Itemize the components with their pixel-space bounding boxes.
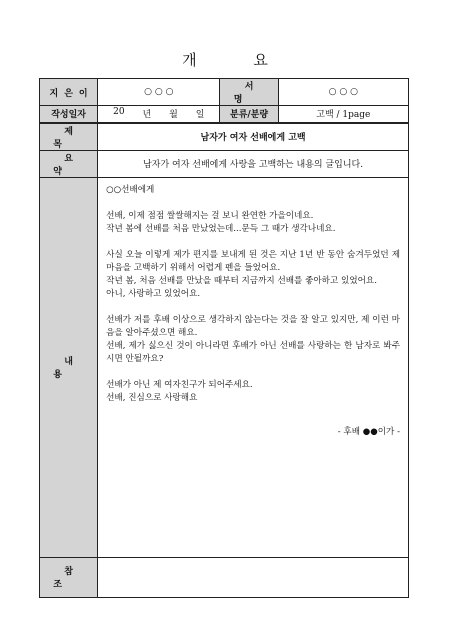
content-line: 선배, 이제 점점 쌀쌀해지는 걸 보니 완연한 가을이네요. bbox=[106, 210, 314, 221]
date-label: 작성일자 bbox=[40, 106, 98, 123]
author-value: ○ ○ ○ bbox=[98, 79, 220, 106]
date-year: 20 bbox=[113, 107, 125, 118]
overview-form-table bbox=[39, 78, 409, 598]
date-day-unit: 일 bbox=[195, 110, 205, 121]
subject-label: 제 목 bbox=[40, 123, 98, 151]
subject-value: 남자가 여자 선배에게 고백 bbox=[98, 123, 409, 151]
content-line: 선배가 저를 후배 이상으로 생각하지 않는다는 것을 잘 알고 있지만, 제 이런 마음을 알아주셨으면 해요. bbox=[106, 314, 400, 338]
summary-value: 남자가 여자 선배에게 사랑을 고백하는 내용의 글입니다. bbox=[98, 150, 409, 177]
reference-row bbox=[40, 557, 409, 597]
date-year-unit: 년 bbox=[142, 110, 152, 121]
content-label: 내 용 bbox=[40, 177, 98, 557]
summary-label: 요 약 bbox=[40, 150, 98, 177]
content-line: 선배, 진심으로 사랑해요 bbox=[106, 392, 198, 403]
signature-value: ○ ○ ○ bbox=[278, 79, 408, 106]
subject-row bbox=[40, 123, 409, 151]
content-line: 작년 봄에 선배를 처음 만났었는데...문득 그 때가 생각나네요. bbox=[106, 223, 336, 234]
signature-label: 서 명 bbox=[220, 79, 278, 106]
content-line: 선배가 아닌 제 여자친구가 되어주세요. bbox=[106, 379, 253, 390]
date-month-unit: 월 bbox=[169, 110, 178, 121]
author-label: 지은이 bbox=[40, 79, 98, 106]
date-row bbox=[40, 106, 409, 123]
content-line: 작년 봄, 처음 선배를 만났을 때부터 지금까지 선배를 좋아하고 있었어요. bbox=[106, 275, 377, 286]
author-row bbox=[40, 79, 409, 106]
date-value bbox=[98, 106, 220, 123]
content-line: 아니, 사랑하고 있었어요. bbox=[106, 288, 201, 299]
document-title: 개 요 bbox=[182, 51, 294, 69]
category-label: 분류/분량 bbox=[220, 106, 278, 123]
category-value: 고백 / 1page bbox=[278, 106, 408, 123]
content-body bbox=[98, 177, 409, 557]
content-line: ○○선배에게 bbox=[106, 184, 155, 195]
reference-value bbox=[98, 557, 409, 597]
content-line: 사실 오늘 이렇게 제가 편지를 보내게 된 것은 지난 1년 반 동안 숨겨두었던 제 마음을 고백하기 위해서 어렵게 펜을 들었어요. bbox=[106, 249, 400, 273]
reference-label: 참 조 bbox=[40, 557, 98, 597]
content-line: 선배, 제가 싫으신 것이 아니라면 후배가 아닌 선배를 사랑하는 한 남자로 봐주시면 안될까요? bbox=[106, 340, 400, 364]
letter-signature: - 후배 ●●이가 - bbox=[337, 426, 400, 437]
summary-row bbox=[40, 150, 409, 177]
content-row bbox=[40, 177, 409, 557]
